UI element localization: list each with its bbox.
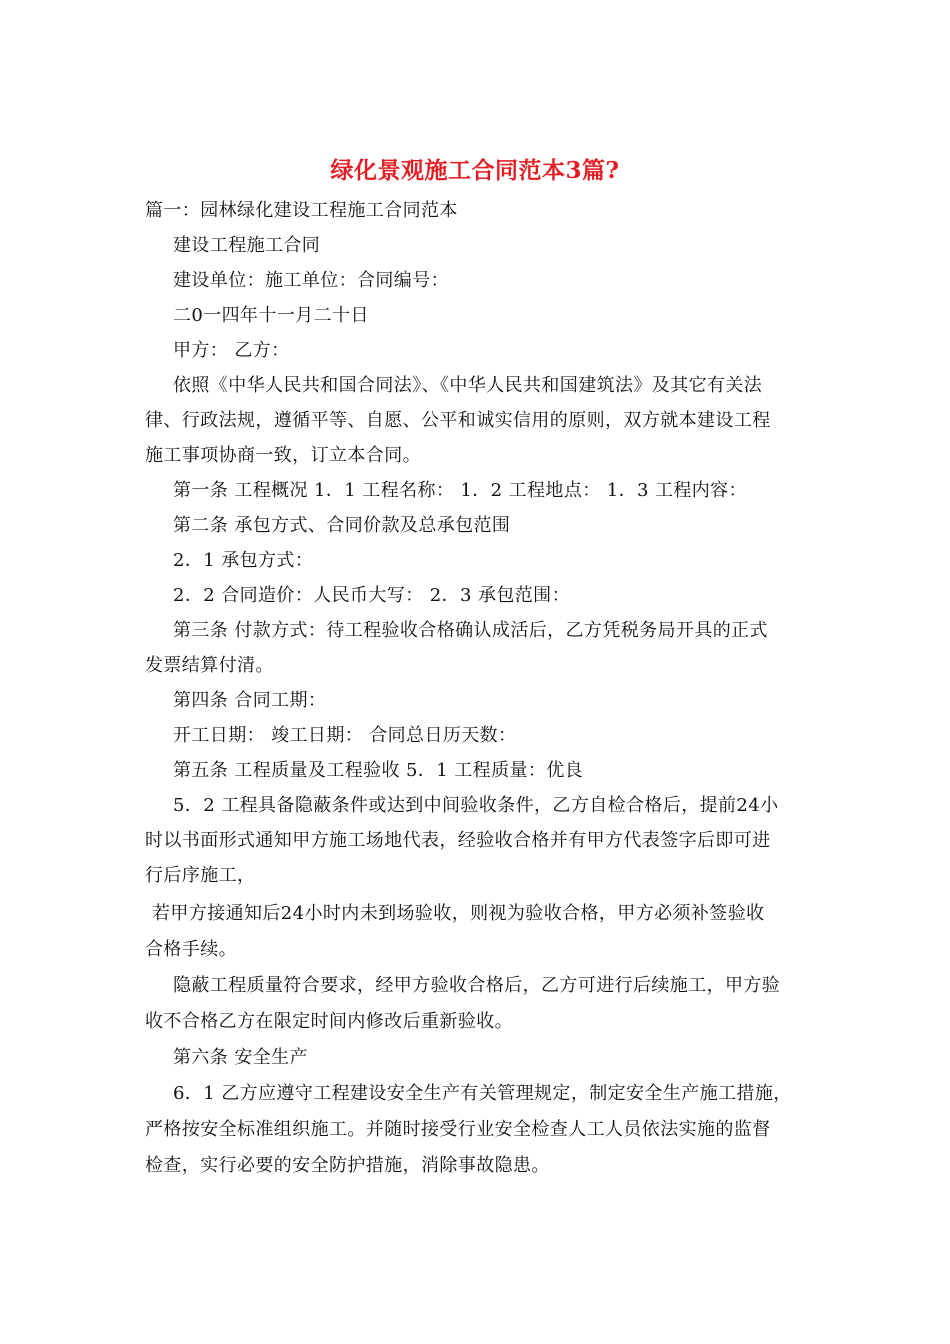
paragraph-line: 第六条 安全生产 (173, 1047, 308, 1068)
paragraph-line: 第四条 合同工期： (173, 690, 327, 711)
paragraph-line: 第一条 工程概况 1．1 工程名称： 1．2 工程地点： 1．3 工程内容： (173, 480, 747, 501)
paragraph-line: 若甲方接通知后24小时内未到场验收，则视为验收合格，甲方必须补签验收 (152, 903, 765, 924)
paragraph-line: 第三条 付款方式：待工程验收合格确认成活后，乙方凭税务局开具的正式 (173, 620, 768, 641)
paragraph-line: 行后序施工， (145, 865, 256, 886)
paragraph-line: 二0一四年十一月二十日 (173, 305, 369, 326)
paragraph-line: 建设工程施工合同 (173, 235, 321, 256)
paragraph-line: 发票结算付清。 (145, 655, 274, 676)
section-heading: 篇一：园林绿化建设工程施工合同范本 (145, 200, 458, 221)
paragraph-line: 施工事项协商一致，订立本合同。 (145, 445, 421, 466)
paragraph-line: 收不合格乙方在限定时间内修改后重新验收。 (145, 1011, 513, 1032)
paragraph-line: 5．2 工程具备隐蔽条件或达到中间验收条件，乙方自检合格后，提前24小 (173, 795, 779, 816)
paragraph-line: 2．2 合同造价：人民币大写： 2．3 承包范围： (173, 585, 570, 606)
paragraph-line: 建设单位：施工单位：合同编号： (173, 270, 449, 291)
paragraph-line: 甲方： 乙方： (173, 340, 290, 361)
paragraph-line: 第五条 工程质量及工程验收 5．1 工程质量：优良 (173, 760, 584, 781)
paragraph-line: 开工日期： 竣工日期： 合同总日历天数： (173, 725, 517, 746)
paragraph-line: 隐蔽工程质量符合要求，经甲方验收合格后，乙方可进行后续施工，甲方验 (173, 975, 781, 996)
paragraph-line: 合格手续。 (145, 939, 237, 960)
paragraph-line: 检查，实行必要的安全防护措施，消除事故隐患。 (145, 1155, 550, 1176)
paragraph-line: 依照《中华人民共和国合同法》、《中华人民共和国建筑法》及其它有关法 (173, 375, 763, 396)
paragraph-line: 律、行政法规，遵循平等、自愿、公平和诚实信用的原则，双方就本建设工程 (145, 410, 771, 431)
paragraph-line: 时以书面形式通知甲方施工场地代表，经验收合格并有甲方代表签字后即可进 (145, 830, 771, 851)
paragraph-line: 严格按安全标准组织施工。并随时接受行业安全检查人工人员依法实施的监督 (145, 1119, 771, 1140)
document-title: 绿化景观施工合同范本3篇? (330, 157, 620, 184)
paragraph-line: 6．1 乙方应遵守工程建设安全生产有关管理规定，制定安全生产施工措施， (173, 1083, 792, 1104)
paragraph-line: 第二条 承包方式、合同价款及总承包范围 (173, 515, 511, 536)
paragraph-line: 2．1 承包方式： (173, 550, 314, 571)
